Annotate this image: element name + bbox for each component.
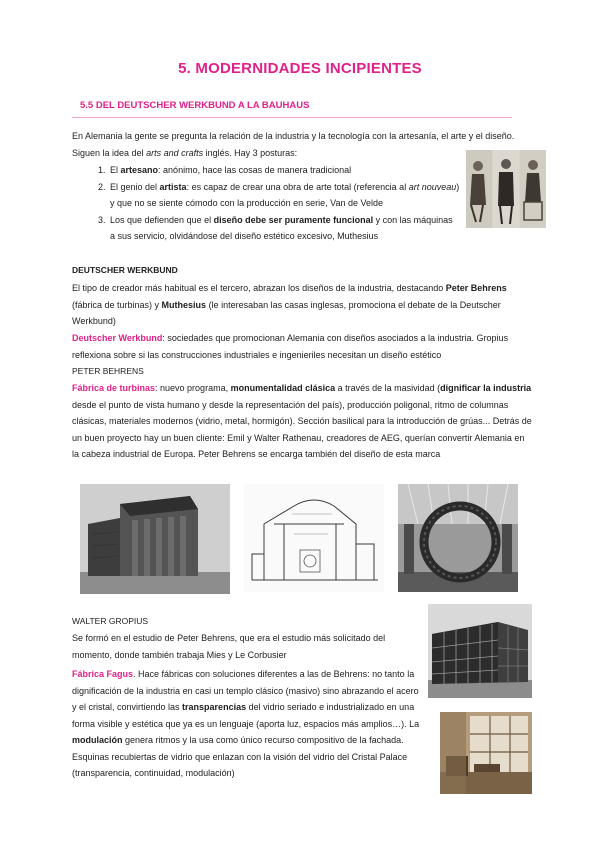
werkbund-heading: DEUTSCHER WERKBUND — [72, 265, 178, 275]
werkbund-paragraph: El tipo de creador más habitual es el tercero, abrazan los diseños de la industria, destacando Peter Behrens (fábrica de turbinas) y Muthesius (le interesaban las casas inglesas, promociona el debate de la Deutscher Werkbund) — [72, 283, 507, 326]
werkbund-definition: Deutscher Werkbund: sociedades que promocionan Alemania con diseños asociados a la industria. Gropius reflexiona sobre si las construcciones industriales e ingenieriles necesitan un diseño estético — [72, 333, 509, 360]
turbine-factory-section-drawing — [244, 484, 384, 592]
list-item: 3. Los que defienden que el diseño debe ser puramente funcional y con las máquinas a sus servicio, olvidándose del diseño estético excesivo, Muthesius — [108, 212, 460, 245]
subtitle-underline — [72, 117, 512, 118]
fagus-paragraph: Fábrica Fagus. Hace fábricas con soluciones diferentes a las de Behrens: no tanto la dignificación de la industria en casi un templo clásico (masivo) sino abrazando el acero y el cristal, convirtiendo las transparencias del vidrio seriado e industrializado en una forma visible y estética que ya es un lenguaje (aporta luz, espacios más amplios…). La modulación genera ritmos y la usa como único recurso compositivo de la fachada. Esquinas recubiertas de vidrio que enlazan con la visión del vidrio del Cristal Palace (transparencia, continuidad, modulación) — [72, 669, 420, 778]
fagus-term: Fábrica Fagus — [72, 669, 134, 679]
intro-paragraph — [72, 128, 532, 161]
gropius-heading: WALTER GROPIUS — [72, 616, 149, 626]
section-subtitle: 5.5 DEL DEUTSCHER WERKBUND A LA BAUHAUS — [80, 100, 310, 111]
fagus-interior-photo — [440, 712, 532, 794]
behrens-heading: PETER BEHRENS — [72, 366, 144, 376]
list-item: 2. El genio del artista: es capaz de crear una obra de arte total (referencia al art nouveau) y que no se siente cómodo con la producción en serie, Van de Velde — [108, 179, 460, 212]
page-title: 5. MODERNIDADES INCIPIENTES — [178, 60, 422, 77]
behrens-paragraph: Fábrica de turbinas: nuevo programa, monumentalidad clásica a través de la masividad (dignificar la industria desde el punto de vista humano y desde la representación del país), producción poligonal, ritmo de columnas clásicas, materiales modernos (vidrio, metal, hormigón). Sección basilical para la introducción de grúas... Detrás de un buen proyecto hay un buen cliente: Emil y Walter Rathenau, creadores de AEG, querían convertir Alemania en la cabeza industrial de Europa. Peter Behrens se encarga también del diseño de esta marca — [72, 383, 532, 459]
intro-italic: arts and crafts — [146, 147, 204, 158]
intro-text: En Alemania la gente se pregunta la relación de la industria y la tecnología con la artesanía, el arte y el diseño. Siguen la idea del — [72, 131, 515, 158]
turbine-factory-photo — [80, 484, 230, 594]
turbine-hall-interior-photo — [398, 484, 518, 592]
behrens-term: Fábrica de turbinas — [72, 383, 156, 393]
intro-text-end: inglés. Hay 3 posturas: — [203, 147, 298, 158]
gropius-paragraph: Se formó en el estudio de Peter Behrens, que era el estudio más solicitado del momento, donde también trabaja Mies y Le Corbusier — [72, 633, 386, 660]
historical-figures-photo — [466, 150, 546, 228]
fagus-factory-photo — [428, 604, 532, 698]
postures-list — [90, 162, 460, 245]
list-item: 1. El artesano: anónimo, hace las cosas de manera tradicional — [108, 162, 460, 179]
werkbund-term: Deutscher Werkbund — [72, 333, 163, 343]
